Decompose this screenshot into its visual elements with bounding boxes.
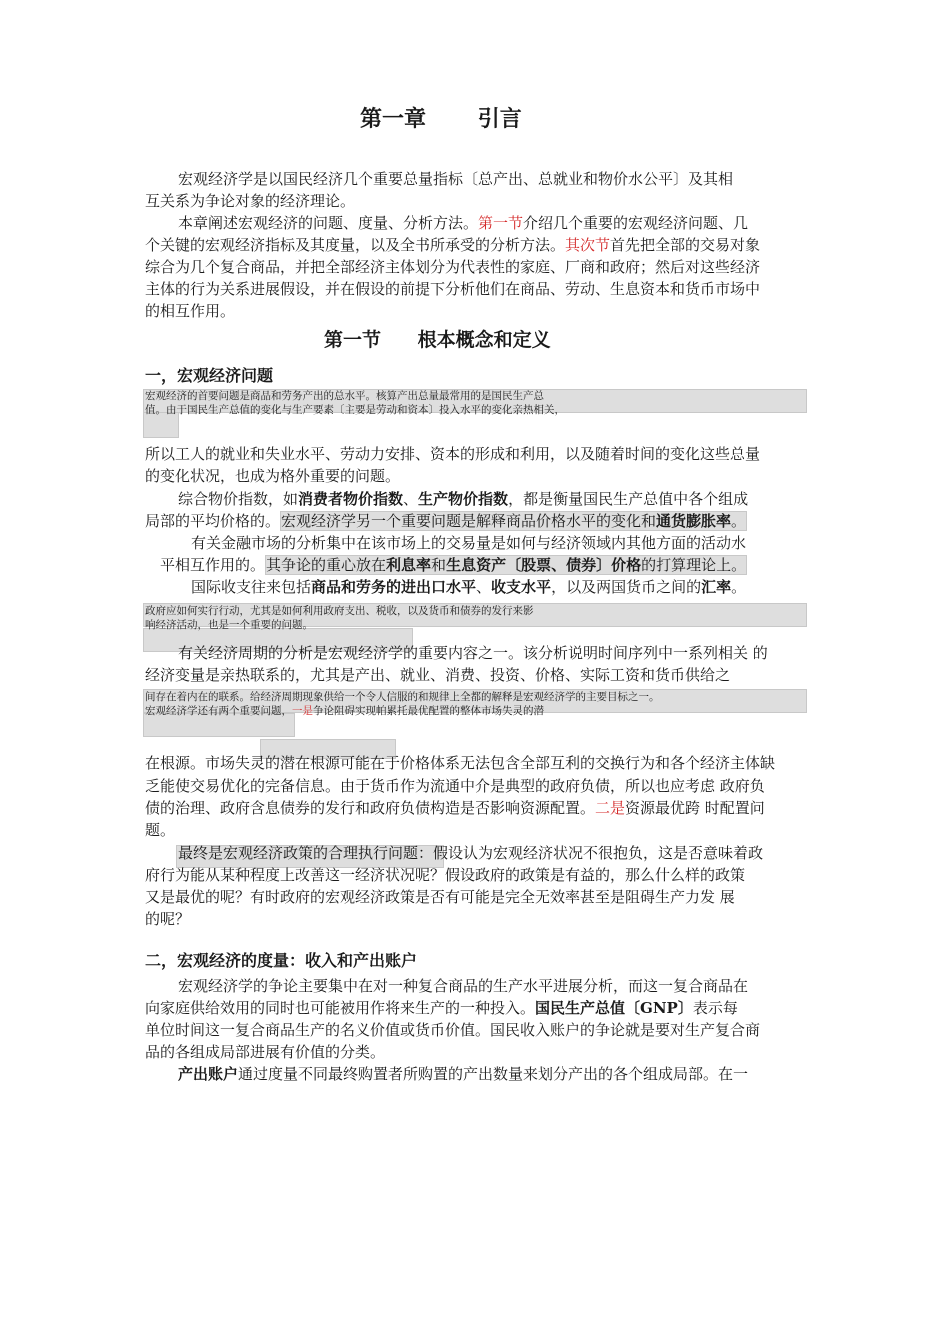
body-line: 的呢？ — [145, 910, 191, 928]
highlight-text: 值。由于国民生产总值的变化与生产要素〔主要是劳动和资本〕投入水平的变化亲热相关， — [145, 404, 565, 416]
intro-line: 主体的行为关系进展假设，并在假设的前提下分析他们在商品、劳动、生息资本和货币市场中 — [145, 280, 761, 298]
highlighted-span: 其争论的重心放在利息率和生息资产〔股票、债券〕价格的打算理论上。 — [266, 556, 747, 574]
term-output-account: 产出账户 — [178, 1065, 239, 1083]
body-line: 单位时间这一复合商品生产的名义价值或货币价值。国民收入账户的争论就是要对生产复合商 — [145, 1021, 761, 1039]
term-inflation: 通货膨胀率 — [656, 512, 732, 530]
intro-line: 综合为几个复合商品，并把全部经济主体划分为代表性的家庭、厂商和政府；然后对这些经济 — [145, 258, 761, 276]
point-marker: 二是 — [595, 799, 626, 817]
body-line: 最终是宏观经济政策的合理执行问题：假设认为宏观经济状况不很抱负，这是否意味着政 — [178, 844, 764, 862]
body-line: 综合物价指数，如消费者物价指数、生产物价指数，都是衡量国民生产总值中各个组成 — [178, 490, 749, 508]
body-line: 平相互作用的。其争论的重心放在利息率和生息资产〔股票、债券〕价格的打算理论上。 — [160, 556, 747, 574]
body-line: 局部的平均价格的。宏观经济学另一个重要问题是解释商品价格水平的变化和通货膨胀率。 — [145, 512, 747, 530]
term-exchange-rate: 汇率 — [701, 578, 732, 596]
chapter-name: 引言 — [477, 106, 522, 132]
chapter-number: 第一章 — [360, 106, 427, 132]
section-name: 根本概念和定义 — [417, 329, 551, 351]
body-line: 债的治理、政府含息债券的发行和政府负债构造是否影响资源配置。二是资源最优跨 时配置问 — [145, 799, 765, 817]
body-line: 在根源。市场失灵的潜在根源可能在于价格体系无法包含全部互利的交换行为和各个经济主体缺 — [145, 754, 776, 772]
highlight-text: 政府应如何实行行动，尤其是如何利用政府支出、税收，以及货币和债券的发行来影 — [145, 605, 534, 617]
highlight-text: 间存在着内在的联系。给经济周期现象供给一个令人信服的和规律上全都的解释是宏观经济学的主要目标之一。 — [145, 691, 660, 703]
body-line: 题。 — [145, 821, 176, 839]
body-line: 有关经济周期的分析是宏观经济学的重要内容之一。该分析说明时间序列中一系列相关 的 — [178, 644, 768, 662]
section-title — [324, 327, 551, 353]
intro-line: 本章阐述宏观经济的问题、度量、分析方法。第一节介绍几个重要的宏观经济问题、几 — [178, 214, 749, 232]
body-line: 有关金融市场的分析集中在该市场上的交易量是如何与经济领域内其他方面的活动水 — [191, 534, 747, 552]
section-ref-link: 其次节 — [565, 236, 611, 254]
body-line: 宏观经济学的争论主要集中在对一种复合商品的生产水平进展分析，而这一复合商品在 — [178, 977, 749, 995]
term-interest-rate: 利息率 — [386, 556, 432, 574]
highlight-text: 宏观经济的首要问题是商品和劳务产出的总水平。核算产出总量最常用的是国民生产总 — [145, 390, 544, 402]
body-line: 所以工人的就业和失业水平、劳动力安排、资本的形成和利用，以及随着时间的变化这些总量 — [145, 445, 761, 463]
body-line: 向家庭供给效用的同时也可能被用作将来生产的一种投入。国民生产总值〔GNP〕表示每 — [145, 999, 738, 1017]
body-line: 的变化状况，也成为格外重要的问题。 — [145, 467, 401, 485]
term-trade-level: 商品和劳务的进出口水平 — [311, 578, 477, 596]
section-ref-link: 第一节 — [478, 214, 524, 232]
term-asset-price: 生息资产〔股票、债券〕价格 — [446, 556, 642, 574]
body-line: 乏能使交易优化的完备信息。由于货币作为流通中介是典型的政府负债，所以也应考虑 政府负 — [145, 777, 765, 795]
highlighted-span: 宏观经济学另一个重要问题是解释商品价格水平的变化和通货膨胀率。 — [281, 512, 747, 530]
intro-line: 互关系为争论对象的经济理论。 — [145, 192, 356, 210]
term-ppi: 生产物价指数 — [418, 490, 509, 508]
intro-line: 的相互作用。 — [145, 302, 236, 320]
body-line: 国际收支往来包括商品和劳务的进出口水平、收支水平，以及两国货币之间的汇率。 — [191, 578, 747, 596]
body-line: 产出账户通过度量不同最终购置者所购置的产出数量来划分产出的各个组成局部。在一 — [178, 1065, 749, 1083]
section-number: 第一节 — [324, 329, 382, 351]
highlight-text: 宏观经济学还有两个重要问题，一是争论阻碍实现帕累托最优配置的整体市场失灵的潜 — [145, 705, 544, 717]
subsection-heading: 二，宏观经济的度量：收入和产出账户 — [145, 951, 418, 970]
highlighted-span: 最终是宏观经济政策的合理执行问题： — [178, 844, 434, 862]
intro-line: 宏观经济学是以国民经济几个重要总量指标〔总产出、总就业和物价水公平〕及其相 — [178, 170, 734, 188]
term-cpi: 消费者物价指数 — [298, 490, 404, 508]
term-balance: 收支水平 — [491, 578, 552, 596]
term-gnp: 国民生产总值〔GNP〕 — [535, 999, 693, 1017]
chapter-title — [360, 104, 522, 134]
subsection-heading: 一，宏观经济问题 — [145, 366, 274, 385]
body-line: 府行为能从某种程度上改善这一经济状况呢？假设政府的政策是有益的，那么什么样的政策 — [145, 866, 746, 884]
body-line: 经济变量是亲热联系的，尤其是产出、就业、消费、投资、价格、实际工资和货币供给之 — [145, 666, 731, 684]
point-marker: 一是 — [292, 705, 313, 717]
intro-line: 个关键的宏观经济指标及其度量，以及全书所承受的分析方法。其次节首先把全部的交易对象 — [145, 236, 761, 254]
body-line: 品的各组成局部进展有价值的分类。 — [145, 1043, 386, 1061]
highlight-text: 响经济活动，也是一个重要的问题。 — [145, 619, 313, 631]
body-line: 又是最优的呢？有时政府的宏观经济政策是否有可能是完全无效率甚至是阻碍生产力发 展 — [145, 888, 735, 906]
